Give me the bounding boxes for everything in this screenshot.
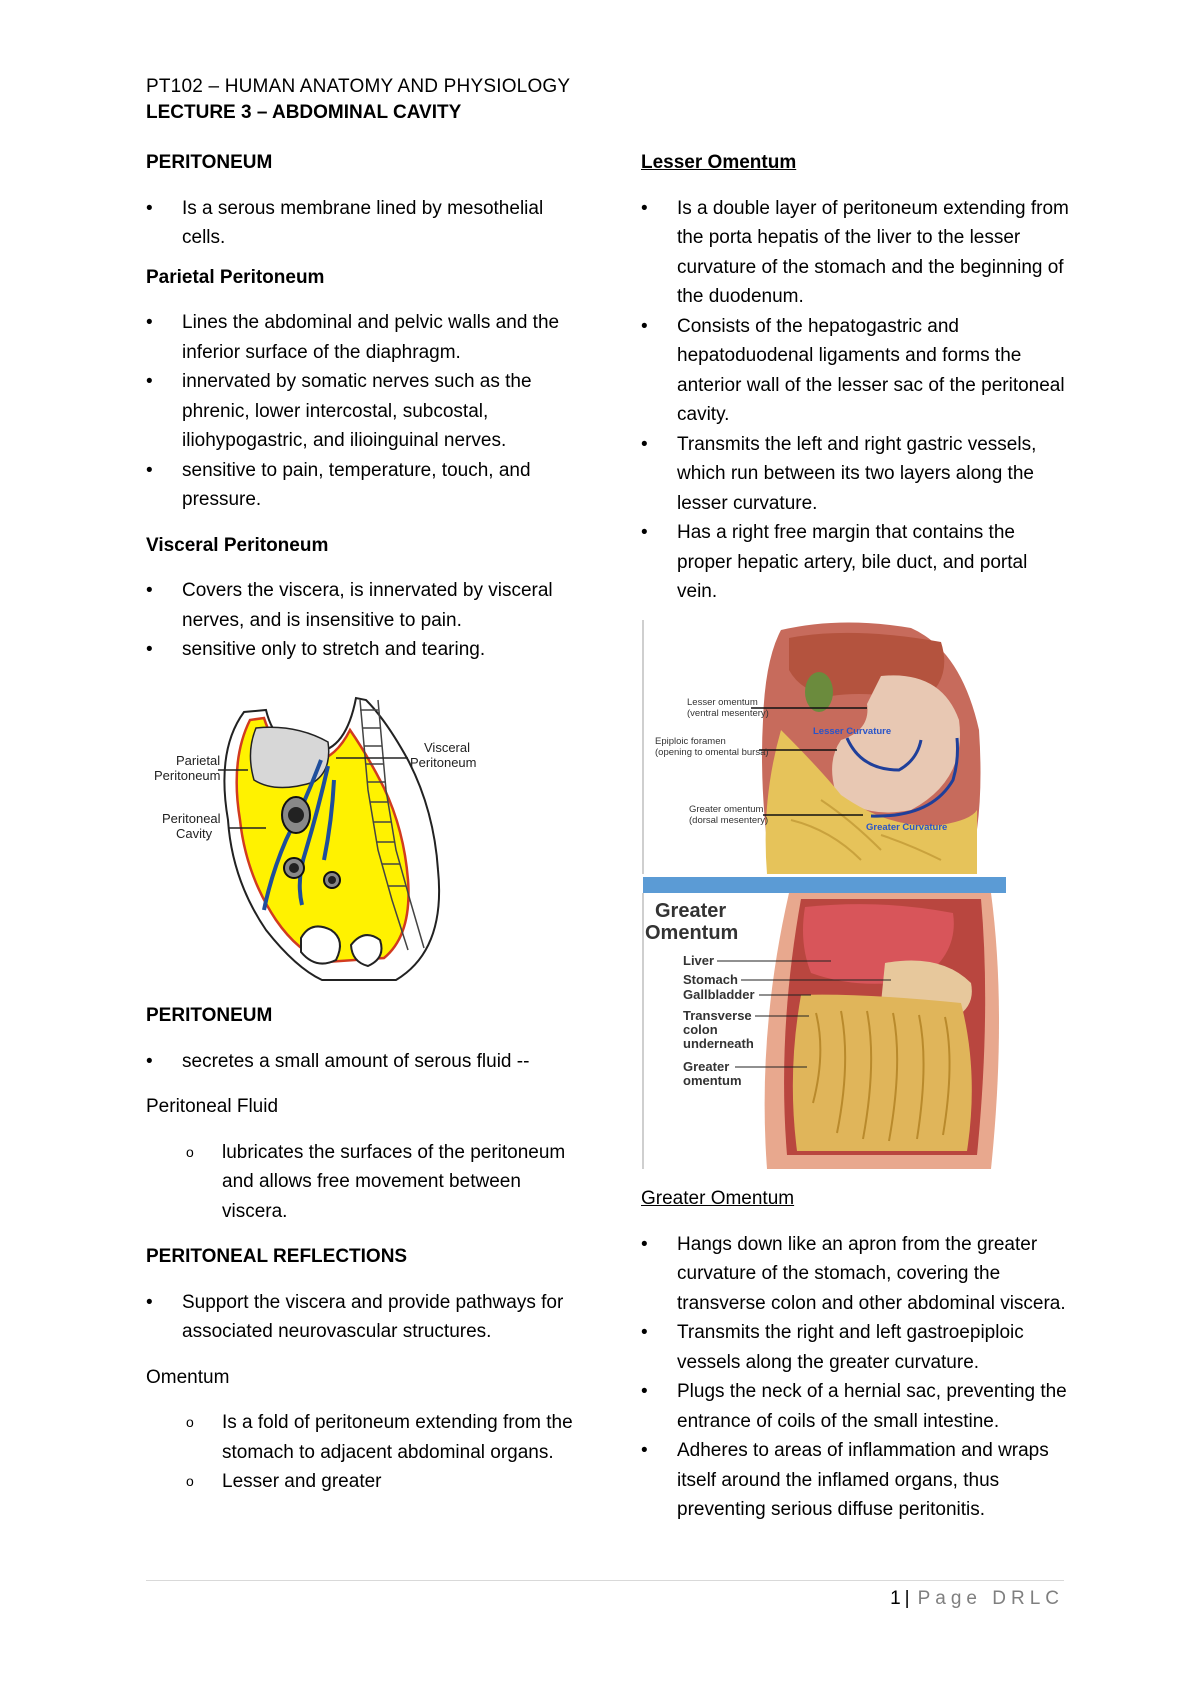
figure3-title-1: Greater: [655, 900, 727, 922]
lesser-omentum-illustration: [641, 620, 1011, 874]
peritoneum-list: [146, 194, 576, 253]
list-item: • Hangs down like an apron from the greater curvature of the stomach, covering the transverse colon and other abdominal viscera.: [641, 1230, 1071, 1319]
label-parietal-1: Parietal: [176, 753, 221, 768]
lesser-omentum-list: [641, 194, 1071, 607]
label-liver: Liver: [683, 953, 715, 968]
label-greater-curvature: Greater Curvature: [866, 822, 948, 833]
left-column: [146, 148, 576, 665]
omentum-list: [146, 1408, 576, 1497]
reflections-list: [146, 1288, 576, 1347]
parietal-list: [146, 308, 576, 515]
label-omental-bursa: (opening to omental bursa): [655, 747, 769, 758]
list-item: o Lesser and greater: [186, 1467, 576, 1497]
label-gallbladder: Gallbladder: [683, 987, 755, 1002]
figure3-title-2: Omentum: [645, 922, 739, 944]
label-visceral-1: Visceral: [424, 740, 471, 755]
peritoneum-diagram: [146, 690, 546, 990]
label-underneath: underneath: [683, 1036, 754, 1051]
list-item: • Has a right free margin that contains the proper hepatic artery, bile duct, and portal vein.: [641, 518, 1071, 607]
greater-omentum-illustration: [641, 893, 1011, 1169]
greater-omentum-list: [641, 1230, 1071, 1525]
section-title-peritoneum-2: PERITONEUM: [146, 1005, 273, 1026]
list-item: • Covers the viscera, is innervated by visceral nerves, and is insensitive to pain.: [146, 576, 576, 635]
list-item: • innervated by somatic nerves such as the phrenic, lower intercostal, subcostal, iliohypogastric, and ilioinguinal nerves.: [146, 367, 576, 456]
label-cavity-1: Peritoneal: [162, 811, 221, 826]
list-item: • Is a serous membrane lined by mesothelial cells.: [146, 194, 576, 253]
list-item: • sensitive only to stretch and tearing.: [146, 635, 576, 665]
right-column: [641, 148, 1071, 607]
author-initials: DRLC: [992, 1588, 1064, 1609]
figure-divider-bar: [643, 877, 1006, 893]
label-ventral-mesentery: (ventral mesentery): [687, 708, 769, 719]
section-title-visceral: Visceral Peritoneum: [146, 534, 329, 556]
fluid-list: [146, 1138, 576, 1227]
label-lesser-omentum: Lesser omentum: [687, 697, 758, 708]
visceral-list: [146, 576, 576, 665]
footer-rule: [146, 1580, 1064, 1581]
left-column-lower: [146, 1001, 576, 1497]
label-transverse: Transverse: [683, 1008, 752, 1023]
list-item: • Is a double layer of peritoneum extending from the porta hepatis of the liver to the lesser curvature of the stomach and the beginning of the duodenum.: [641, 194, 1071, 312]
section-title-reflections: PERITONEAL REFLECTIONS: [146, 1246, 408, 1267]
list-item: • secretes a small amount of serous fluid --: [146, 1047, 576, 1077]
list-item: • Plugs the neck of a hernial sac, preventing the entrance of coils of the small intestine.: [641, 1377, 1071, 1436]
lecture-title: LECTURE 3 – ABDOMINAL CAVITY: [146, 102, 462, 123]
label-colon: colon: [683, 1022, 718, 1037]
label-dorsal-mesentery: (dorsal mesentery): [689, 815, 769, 826]
page-number: 1: [890, 1588, 901, 1609]
page-footer: [890, 1588, 1064, 1610]
label-omentum: omentum: [683, 1073, 742, 1088]
peritoneum2-list: [146, 1047, 576, 1077]
label-visceral-2: Peritoneum: [410, 755, 477, 770]
list-item: • Transmits the left and right gastric vessels, which run between its two layers along the lesser curvature.: [641, 430, 1071, 519]
label-parietal-2: Peritoneum: [154, 768, 221, 783]
list-item: • Transmits the right and left gastroepiploic vessels along the greater curvature.: [641, 1318, 1071, 1377]
list-item: • Consists of the hepatogastric and hepatoduodenal ligaments and forms the anterior wall of the lesser sac of the peritoneal cavity.: [641, 312, 1071, 430]
omentum-label: Omentum: [146, 1366, 230, 1388]
list-item: • sensitive to pain, temperature, touch, and pressure.: [146, 456, 576, 515]
list-item: o Is a fold of peritoneum extending from the stomach to adjacent abdominal organs.: [186, 1408, 576, 1467]
section-title-lesser-omentum: Lesser Omentum: [641, 152, 797, 173]
footer-separator: |: [904, 1588, 910, 1609]
list-item: • Adheres to areas of inflammation and wraps itself around the inflamed organs, thus preventing serious diffuse peritonitis.: [641, 1436, 1071, 1525]
label-lesser-curvature: Lesser Curvature: [813, 726, 892, 737]
right-column-lower: [641, 1184, 1071, 1525]
list-item: • Lines the abdominal and pelvic walls and the inferior surface of the diaphragm.: [146, 308, 576, 367]
section-title-greater-omentum: Greater Omentum: [641, 1188, 795, 1209]
label-greater-omentum: Greater omentum: [689, 804, 764, 815]
label-stomach: Stomach: [683, 972, 738, 987]
label-epiploic-foramen: Epiploic foramen: [655, 736, 726, 747]
section-title-parietal: Parietal Peritoneum: [146, 266, 325, 288]
section-title-peritoneum: PERITONEUM: [146, 152, 273, 173]
course-header: PT102 – HUMAN ANATOMY AND PHYSIOLOGY: [146, 76, 571, 97]
label-cavity-2: Cavity: [176, 826, 213, 841]
fluid-label: Peritoneal Fluid: [146, 1096, 279, 1117]
label-greater: Greater: [683, 1059, 730, 1074]
page-word: Page: [917, 1588, 982, 1609]
list-item: o lubricates the surfaces of the peritoneum and allows free movement between viscera.: [186, 1138, 576, 1227]
list-item: • Support the viscera and provide pathways for associated neurovascular structures.: [146, 1288, 576, 1347]
